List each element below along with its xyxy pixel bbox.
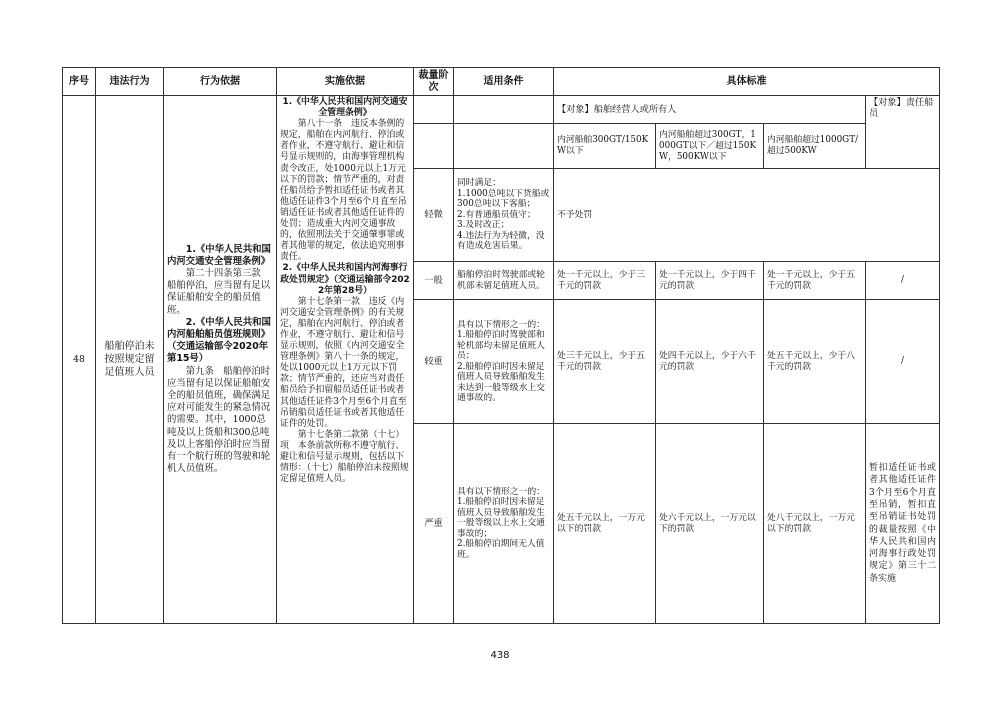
basis-title-2: 2.《中华人民共和国内河船舶船员值班规则》（交通运输部令2020年第15号）	[167, 316, 271, 365]
std-serious-large: 处五千元以上，少于八千元的罚款	[764, 300, 866, 424]
std-severe-crew: 暂扣适任证书或者其他适任证件3个月至6个月直至吊销，暂扣直至吊销证书处罚的裁量按照《中华人民共和国内河海事行政处罚规定》第三十二条实施	[866, 424, 940, 624]
document-page	[62, 67, 939, 624]
impl-para-2: 第十七条第一款 违反《内河交通安全管理条例》的有关规定，船舶在内河航行、停泊或者作业，不遵守航行、避让和信号显示规则，依照《内河交通安全管理条例》第八十一条的规定，处以1000元以上1万元以下罚款；情节严重的，还应当对责任船员给予扣留船员适任证书或者其他适任证件3个月至6个月直至吊销船员适任证书或者其他适任证件的处罚。	[280, 296, 407, 429]
header-no: 序号	[63, 68, 96, 96]
cond-serious: 具有以下情形之一的： 1.船舶停泊时驾驶部和轮机部均未留足值班人员； 2.船舶停泊时因未留足值班人员导致船舶发生未达到一般等级水上交通事故的。	[454, 300, 554, 424]
cell-basis	[164, 96, 277, 624]
basis-title-1: 1.《中华人民共和国内河交通安全管理条例》	[167, 243, 271, 267]
header-level: 裁量阶次	[414, 68, 454, 96]
header-std: 具体标准	[554, 68, 940, 96]
cond-minor: 同时满足： 1.1000总吨以下货船或300总吨以下客船； 2.有普通船员值守； 3.及时改正； 4.违法行为为轻微，没有造成危害后果。	[454, 169, 554, 262]
tonnage-large: 内河船舶超过1000GT/超过500KW	[764, 124, 866, 169]
object-crew: 【对象】责任船员	[866, 96, 940, 169]
basis-para-1: 第二十四条第三款 船舶停泊，应当留有足以保证船舶安全的船员值班。	[167, 267, 271, 316]
std-serious-crew: /	[866, 300, 940, 424]
blank-cond-2	[454, 124, 554, 169]
std-severe-medium: 处六千元以上，一万元以下的罚款	[656, 424, 764, 624]
std-minor: 不予处罚	[554, 169, 940, 262]
std-severe-small: 处五千元以上，一万元以下的罚款	[554, 424, 656, 624]
std-serious-medium: 处四千元以上，少于六千元的罚款	[656, 300, 764, 424]
cond-severe: 具有以下情形之一的： 1.船舶停泊时因未留足值班人员导致船舶发生一般等级以上水上交通事故的； 2.船舶停泊期间无人值班。	[454, 424, 554, 624]
cell-act: 船舶停泊未按照规定留足值班人员	[96, 96, 164, 624]
std-general-crew: /	[866, 262, 940, 300]
level-severe: 严重	[414, 424, 454, 624]
object-row	[63, 96, 940, 124]
penalty-standard-table	[62, 67, 940, 624]
header-basis: 行为依据	[164, 68, 277, 96]
level-general: 一般	[414, 262, 454, 300]
tonnage-medium: 内河船舶超过300GT，1000GT以下／超过150KW，500KW以下	[656, 124, 764, 169]
header-act: 违法行为	[96, 68, 164, 96]
blank-level-1	[414, 96, 454, 124]
blank-level-2	[414, 124, 454, 169]
level-minor: 轻微	[414, 169, 454, 262]
impl-para-1: 第八十一条 违反本条例的规定，船舶在内河航行、停泊或者作业，不遵守航行、避让和信号显示规则的，由海事管理机构责令改正，处1000元以上1万元以下的罚款；情节严重的，对责任船员给予暂扣适任证书或者其他适任证件3个月至6个月直至吊销适任证书或者其他适任证件的处罚；造成重大内河交通事故的，依照刑法关于交通肇事罪或者其他罪的规定，依法追究刑事责任。	[280, 119, 407, 263]
impl-title-1: 1.《中华人民共和国内河交通安全管理条例》	[282, 97, 408, 119]
header-impl: 实施依据	[277, 68, 414, 96]
std-severe-large: 处八千元以上，一万元以下的罚款	[764, 424, 866, 624]
header-cond: 适用条件	[454, 68, 554, 96]
header-row	[63, 68, 940, 96]
blank-cond-1	[454, 96, 554, 124]
page-number: 438	[490, 650, 510, 661]
impl-para-3: 第十七条第二款第（十七）项 本条前款所称不遵守航行、避让和信号显示规则，包括以下情形：（十七）船舶停泊未按照规定留足值班人员。	[280, 429, 409, 485]
impl-title-2: 2.《中华人民共和国内河海事行政处罚规定》（交通运输部令2022年第28号）	[280, 263, 410, 296]
object-owner: 【对象】船舶经营人或所有人	[554, 96, 866, 124]
std-general-small: 处一千元以上，少于三千元的罚款	[554, 262, 656, 300]
tonnage-small: 内河船舶300GT/150KW以下	[554, 124, 656, 169]
cell-no: 48	[63, 96, 96, 624]
std-general-large: 处一千元以上，少于五千元的罚款	[764, 262, 866, 300]
level-serious: 较重	[414, 300, 454, 424]
basis-para-2: 第九条 船舶停泊时应当留有足以保证船舶安全的船员值班，确保满足应对可能发生的紧急情况的需要。其中，1000总吨及以上货船和300总吨及以上客船停泊时应当留有一个航行班的驾驶和轮机人员值班。	[167, 365, 271, 475]
std-serious-small: 处三千元以上，少于五千元的罚款	[554, 300, 656, 424]
std-general-medium: 处一千元以上，少于四千元的罚款	[656, 262, 764, 300]
cell-impl	[277, 96, 414, 624]
cond-general: 船舶停泊时驾驶部或轮机部未留足值班人员。	[454, 262, 554, 300]
